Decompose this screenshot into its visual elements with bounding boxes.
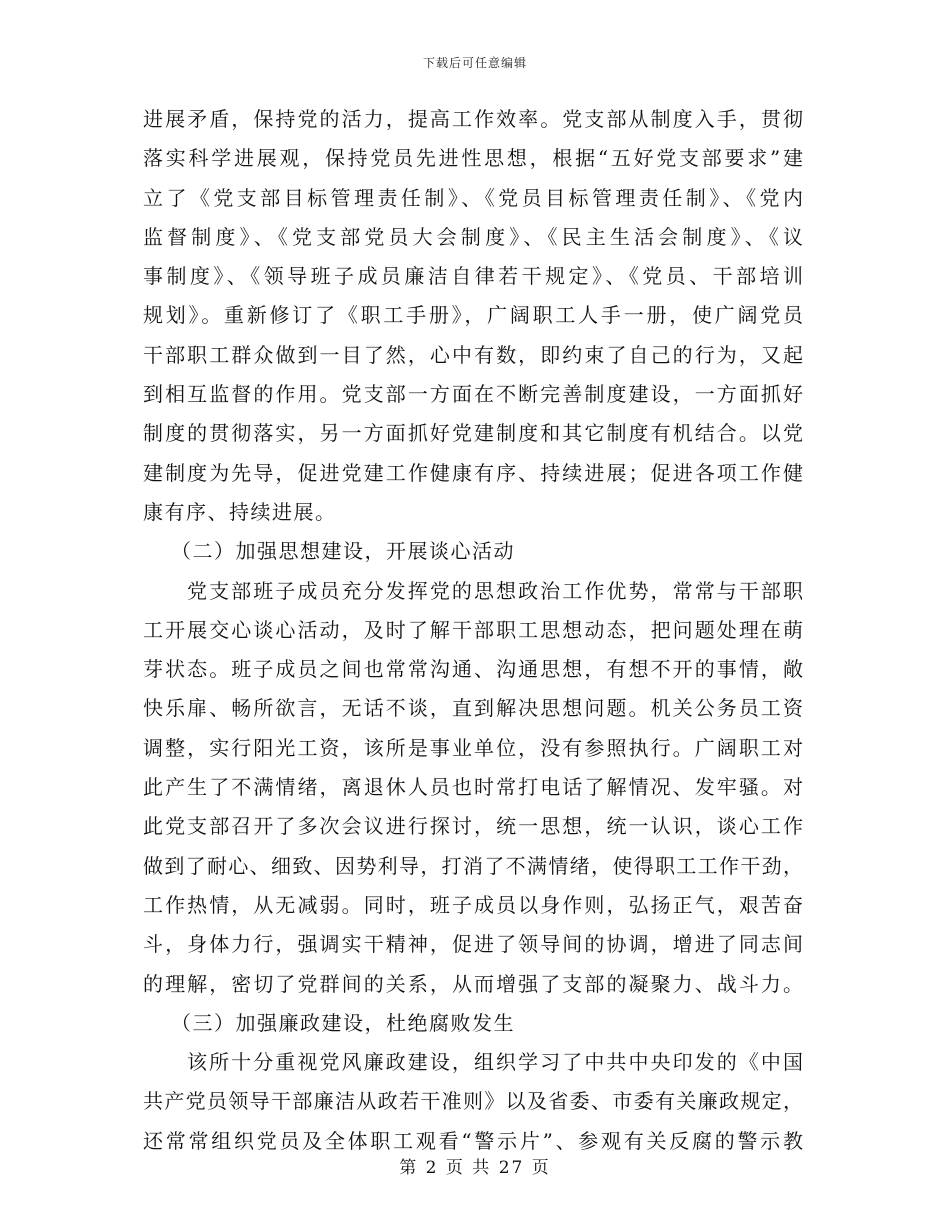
page-header: 下载后可任意编辑 (422, 56, 527, 70)
text-line: 芽状态。班子成员之间也常常沟通、沟通思想，有想不开的事情，敞 (143, 657, 803, 682)
text-line: 工作热情，从无减弱。同时，班子成员以身作则，弘扬正气，艰苦奋 (143, 892, 803, 917)
text-line: 落实科学进展观，保持党员先进性思想，根据“五好党支部要求”建 (143, 146, 803, 171)
text-line: 干部职工群众做到一目了然，心中有数，即约束了自己的行为，又起 (143, 342, 803, 367)
text-line: 建制度为先导，促进党建工作健康有序、持续进展；促进各项工作健 (143, 460, 803, 485)
text-line: 此党支部召开了多次会议进行探讨，统一思想，统一认识，谈心工作 (143, 814, 803, 839)
text-line: 规划》。重新修订了《职工手册》，广阔职工人手一册，使广阔党员 (143, 303, 803, 328)
text-line: 此产生了不满情绪，离退休人员也时常打电话了解情况、发牢骚。对 (143, 775, 803, 800)
text-line: 斗，身体力行，强调实干精神，促进了领导间的协调，增进了同志间 (143, 932, 803, 957)
text-line: 该所十分重视党风廉政建设，组织学习了中共中央印发的《中国 (187, 1050, 803, 1075)
text-line: 监督制度》、《党支部党员大会制度》、《民主生活会制度》、《议 (143, 224, 803, 249)
text-line: 的理解，密切了党群间的关系，从而增强了支部的凝聚力、战斗力。 (143, 971, 803, 996)
text-line: 立了《党支部目标管理责任制》、《党员目标管理责任制》、《党内 (143, 185, 803, 210)
text-line: （二）加强思想建设，开展谈心活动 (171, 539, 515, 564)
text-line: 还常常组织党员及全体职工观看“警示片”、参观有关反腐的警示教 (143, 1128, 803, 1153)
text-line: （三）加强廉政建设，杜绝腐败发生 (171, 1010, 515, 1035)
text-line: 做到了耐心、细致、因势利导，打消了不满情绪，使得职工工作干劲， (143, 853, 803, 878)
text-line: 工开展交心谈心活动，及时了解干部职工思想动态，把问题处理在萌 (143, 617, 803, 642)
text-line: 康有序、持续进展。 (143, 499, 337, 524)
text-line: 调整，实行阳光工资，该所是事业单位，没有参照执行。广阔职工对 (143, 735, 803, 760)
text-line: 事制度》、《领导班子成员廉洁自律若干规定》、《党员、干部培训 (143, 264, 803, 289)
text-line: 进展矛盾，保持党的活力，提高工作效率。党支部从制度入手，贯彻 (143, 107, 803, 131)
text-line: 快乐扉、畅所欲言，无话不谈，直到解决思想问题。机关公务员工资 (143, 696, 803, 721)
text-line: 到相互监督的作用。党支部一方面在不断完善制度建设，一方面抓好 (143, 382, 803, 407)
text-line: 制度的贯彻落实，另一方面抓好党建制度和其它制度有机结合。以党 (143, 421, 803, 446)
page-footer: 第 2 页 共 27 页 (399, 1158, 551, 1178)
text-line: 党支部班子成员充分发挥党的思想政治工作优势，常常与干部职 (187, 578, 803, 603)
text-line: 共产党员领导干部廉洁从政若干准则》以及省委、市委有关廉政规定， (143, 1089, 803, 1114)
document-body (143, 100, 803, 1161)
